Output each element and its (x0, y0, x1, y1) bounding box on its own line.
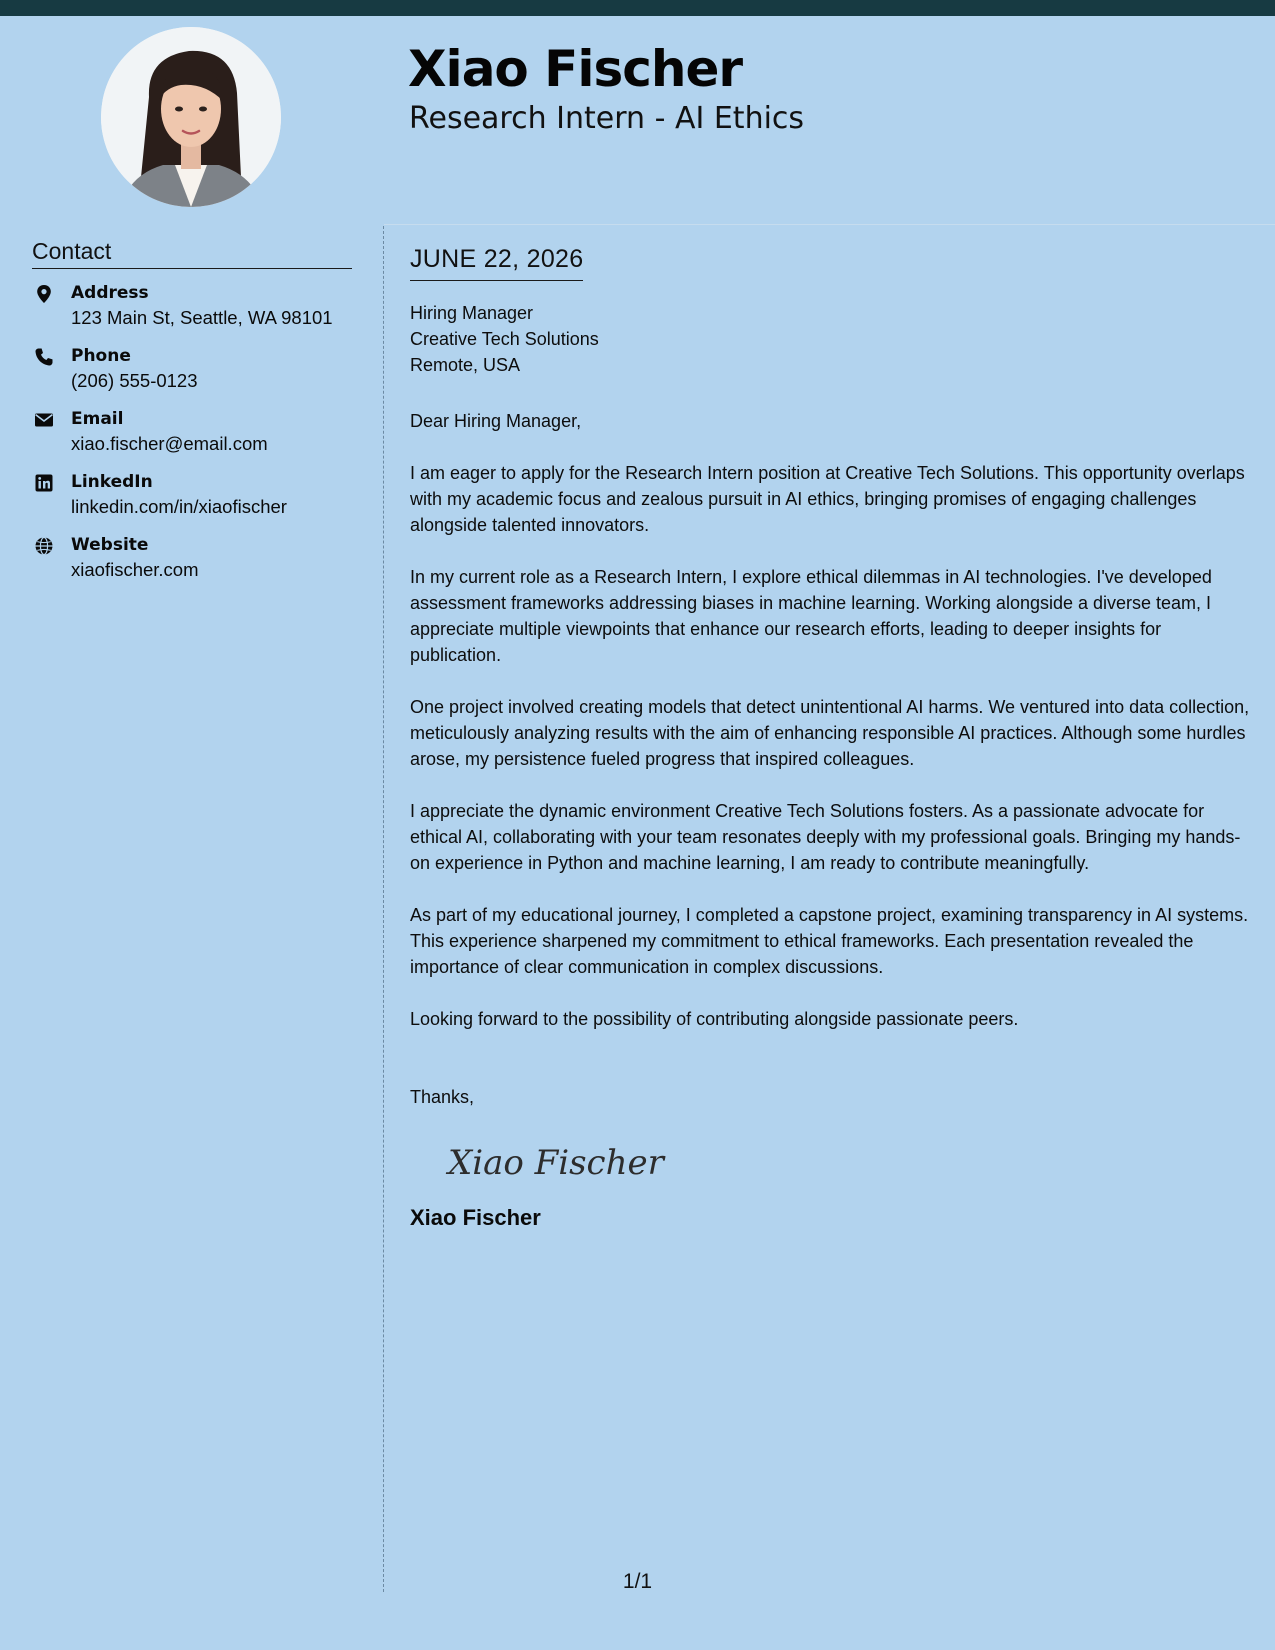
letter-paragraph: I appreciate the dynamic environment Creative Tech Solutions fosters. As a passionate advocate for ethical AI, collaborating with your team resonates deeply with my professional goals. Bringing my hands-on experience in Python and machine learning, I am ready to contribute meaningfully. (410, 801, 1241, 873)
phone-icon (34, 347, 54, 367)
globe-icon (34, 536, 54, 556)
contact-sidebar (32, 238, 352, 596)
contact-phone (32, 344, 352, 396)
signature-text: Xiao Fischer (448, 1143, 664, 1183)
contact-website (32, 533, 352, 585)
page-number: 1/1 (622, 1570, 653, 1593)
letter-paragraph: One project involved creating models that detect unintentional AI harms. We ventured into data collection, meticulously analyzing results with the aim of enhancing responsible AI practices. Although some hurdles arose, my persistence fueled progress that inspired colleagues. (410, 697, 1250, 769)
website-label: Website (71, 535, 149, 555)
letter-date: JUNE 22, 2026 (410, 244, 583, 281)
profile-photo (101, 27, 281, 207)
linkedin-label: LinkedIn (71, 472, 153, 492)
address-label: Address (71, 283, 149, 303)
recipient-block (410, 300, 1250, 378)
map-pin-icon (34, 284, 54, 304)
linkedin-icon (34, 473, 54, 493)
letter-paragraph: Looking forward to the possibility of contributing alongside passionate peers. (410, 1009, 1019, 1029)
letter-body (410, 244, 1250, 1232)
letter-paragraph: As part of my educational journey, I completed a capstone project, examining transparency in AI systems. This experience sharpened my commitment to ethical frameworks. Each presentation revealed the importance of clear communication in complex discussions. (410, 905, 1249, 977)
recipient-line: Creative Tech Solutions (410, 329, 599, 349)
envelope-icon (34, 410, 54, 430)
portrait-illustration (101, 27, 281, 207)
email-value: xiao.fischer@email.com (71, 433, 268, 454)
phone-label: Phone (71, 346, 131, 366)
contact-address (32, 281, 352, 333)
closing: Thanks, (410, 1087, 475, 1107)
header-divider (384, 224, 1275, 225)
phone-value: (206) 555-0123 (71, 370, 198, 391)
job-title: Research Intern - AI Ethics (409, 101, 805, 136)
handwritten-signature (444, 1132, 674, 1188)
recipient-line: Hiring Manager (410, 303, 534, 323)
contact-linkedin (32, 470, 352, 522)
address-value: 123 Main St, Seattle, WA 98101 (71, 307, 333, 328)
contact-heading: Contact (32, 238, 352, 269)
applicant-name: Xiao Fischer (408, 40, 743, 98)
email-label: Email (71, 409, 124, 429)
signer-name: Xiao Fischer (410, 1205, 541, 1230)
letter-paragraph: In my current role as a Research Intern, I explore ethical dilemmas in AI technologies. I've developed assessment frameworks addressing biases in machine learning. Working alongside a diverse team, I appreciate multiple viewpoints that enhance our research efforts, leading to deeper insights for publication. (410, 567, 1212, 665)
contact-email (32, 407, 352, 459)
recipient-line: Remote, USA (410, 355, 521, 375)
top-accent-bar (0, 0, 1275, 16)
column-divider (383, 226, 384, 1592)
salutation: Dear Hiring Manager, (410, 411, 582, 431)
letter-paragraph: I am eager to apply for the Research Intern position at Creative Tech Solutions. This opportunity overlaps with my academic focus and zealous pursuit in AI ethics, bringing promises of engaging challenges alongside talented innovators. (410, 463, 1245, 535)
linkedin-value[interactable]: linkedin.com/in/xiaofischer (71, 496, 287, 517)
website-value[interactable]: xiaofischer.com (71, 559, 199, 580)
